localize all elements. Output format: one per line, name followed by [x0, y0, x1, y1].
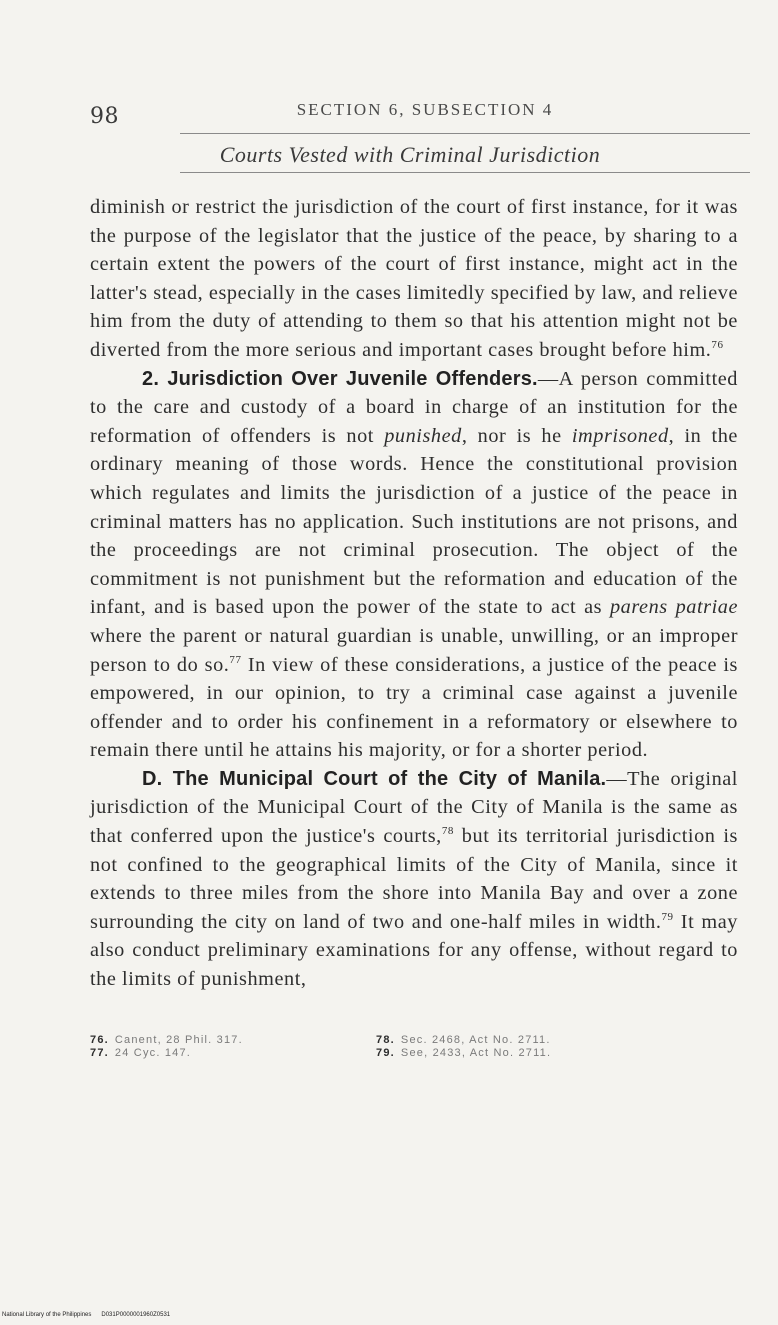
footnote-ref-77: 77: [229, 653, 242, 666]
footnote-79: [376, 1047, 551, 1060]
footnote-77: [90, 1047, 243, 1060]
footnote-text: See, 2433, Act No. 2711.: [400, 1047, 552, 1059]
page-number: 98: [90, 104, 119, 129]
footnote-ref-76: 76: [711, 339, 724, 352]
paragraph-2-text-b: , nor is he: [461, 424, 572, 447]
library-institution: National Library of the Philippines: [2, 1312, 92, 1318]
paragraph-2-text-c: , in the ordinary meaning of those words. Hence the constitutional provision which regulates and limits the jurisdiction of a justice of the peace in criminal matters has no application. Such institutions are not prisons, and the proceedings are not criminal prosecution. The object of the commitment is not punishment but the reformation and education of the infant, and is based upon the power of the state to act as: [90, 424, 738, 619]
body-text: [90, 193, 738, 994]
footnotes-left-column: [90, 1034, 243, 1060]
footnote-76: [90, 1034, 243, 1047]
paragraph-2-italic-c: parens patriae: [609, 596, 738, 619]
footnote-text: Sec. 2468, Act No. 2711.: [400, 1034, 551, 1046]
paragraph-1-text: diminish or restrict the jurisdiction of the court of first instance, for it was the purpose of the legislator that the justice of the peace, by sharing to a certain extent the powers of the court of first instance, might act in the latter's stead, especially in the cases limitedly specified by law, and relieve him from the duty of attending to them so that his attention might not be diverted from the more serious and important cases brought before him.: [90, 196, 738, 361]
paragraph-2-italic-a: punished: [384, 424, 462, 447]
section-title: Courts Vested with Criminal Jurisdiction: [219, 142, 601, 167]
footnotes-right-column: [376, 1034, 551, 1060]
footnote-number: 76.: [90, 1034, 109, 1046]
paragraph-2-text-d: where the parent or natural guardian is unable, unwilling, or an improper person to do so.: [90, 624, 738, 676]
library-caption: [2, 1312, 180, 1318]
footnote-number: 77.: [90, 1047, 109, 1059]
paragraph-2-text-e: In view of these considerations, a justice of the peace is empowered, in our opinion, to try a criminal case against a juvenile offender and to order his confinement in a reformatory or elsewhere to remain there until he attains his majority, or for a shorter period.: [90, 653, 738, 762]
paragraph-2-text-a: —A person committed to the care and custody of a board in charge of an institution for the reformation of offenders is not: [90, 367, 738, 447]
header-rule-bottom: [180, 172, 750, 173]
library-identifier: D031P0000001960Z0531: [101, 1312, 171, 1318]
heading-municipal-court: D. The Municipal Court of the City of Manila.: [142, 767, 607, 790]
footnote-text: 24 Cyc. 147.: [114, 1047, 192, 1059]
running-head: SECTION 6, SUBSECTION 4: [296, 100, 554, 119]
footnote-text: Canent, 28 Phil. 317.: [114, 1034, 243, 1046]
paragraph-2-italic-b: imprisoned: [571, 424, 669, 447]
paragraph-1: [90, 193, 738, 365]
footnote-number: 79.: [376, 1047, 395, 1059]
footnote-ref-78: 78: [441, 825, 454, 838]
footnote-78: [376, 1034, 551, 1047]
footnote-ref-79: 79: [661, 911, 674, 924]
footnote-number: 78.: [376, 1034, 395, 1046]
heading-juvenile-offenders: 2. Jurisdiction Over Juvenile Offenders.: [142, 367, 538, 390]
paragraph-3-text-b: but its territorial jurisdiction is not confined to the geographical limits of the City of Manila, since it extends to three miles from the shore into Manila Bay and over a zone surrounding the city on land of two and one-half miles in width.: [90, 825, 738, 933]
header-rule-top: [180, 133, 750, 134]
paragraph-3: [90, 765, 738, 994]
paragraph-2: [90, 365, 738, 765]
paragraph-3-text-a: —The original jurisdiction of the Municipal Court of the City of Manila is the same as that conferred upon the justice's courts,: [90, 767, 738, 848]
paragraph-3-text-c: It may also conduct preliminary examinations for any offense, without regard to the limits of punishment,: [90, 910, 738, 991]
